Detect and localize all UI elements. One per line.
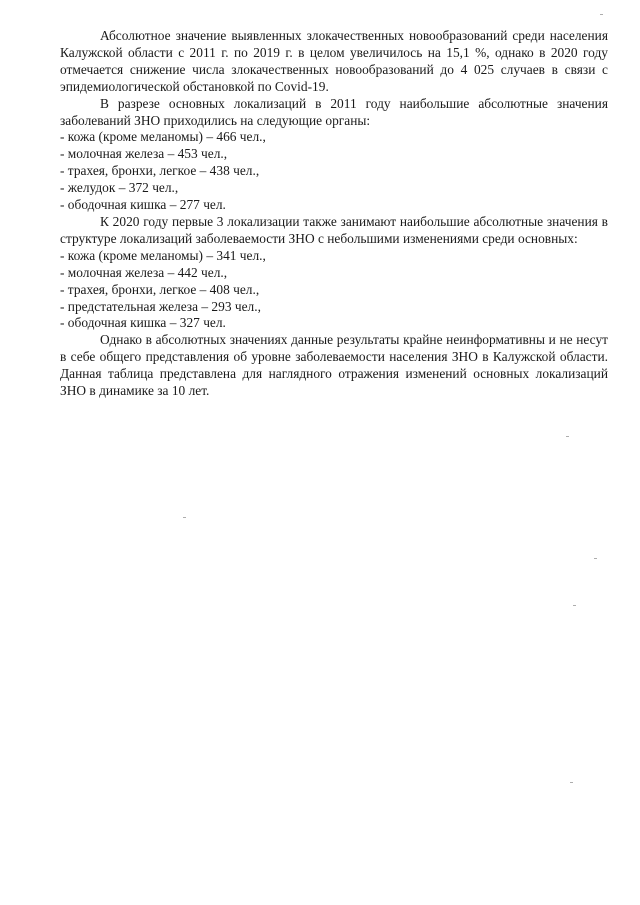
scan-speck (183, 517, 186, 518)
list-2011 (60, 129, 608, 214)
scan-speck (570, 782, 573, 783)
paragraph-intro: Абсолютное значение выявленных злокачественных новообразований среди населения Калужской области с 2011 г. по 2019 г. в целом увеличилось на 15,1 %, однако в 2020 году отмечается снижение числа злокачественных новообразований до 4 025 случаев в связи с эпидемиологической обстановкой по Covid-19. (60, 28, 608, 94)
list-item: - предстательная железа – 293 чел., (60, 298, 261, 314)
list-2020 (60, 248, 608, 333)
list-item: - молочная железа – 442 чел., (60, 264, 228, 280)
list-item: - трахея, бронхи, легкое – 438 чел., (60, 163, 260, 179)
list-item: - кожа (кроме меланомы) – 466 чел., (60, 129, 266, 145)
list-item: - кожа (кроме меланомы) – 341 чел., (60, 247, 266, 263)
paragraph-conclusion: Однако в абсолютных значениях данные результаты крайне неинформативны и не несут в себе общего представления об уровне заболеваемости населения ЗНО в Калужской области. Данная таблица представлена для наглядного отражения изменений основных локализаций ЗНО в динамике за 10 лет. (60, 332, 608, 399)
paragraph-2020-heading: К 2020 году первые 3 локализации также занимают наибольшие абсолютные значения в структуре локализаций заболеваемости ЗНО с небольшими изменениями среди основных: (60, 213, 608, 246)
scan-speck (600, 14, 603, 15)
list-item: - желудок – 372 чел., (60, 180, 179, 196)
list-item: - ободочная кишка – 327 чел. (60, 315, 226, 331)
paragraph-2011-heading: В разрезе основных локализаций в 2011 году наибольшие абсолютные значения заболеваний ЗНО приходились на следующие органы: (60, 95, 608, 128)
list-item: - молочная железа – 453 чел., (60, 146, 228, 162)
scan-speck (566, 436, 569, 437)
list-item: - ободочная кишка – 277 чел. (60, 197, 226, 213)
scan-speck (594, 558, 597, 559)
scan-speck (573, 605, 576, 606)
list-item: - трахея, бронхи, легкое – 408 чел., (60, 281, 260, 297)
document-page (60, 28, 608, 400)
